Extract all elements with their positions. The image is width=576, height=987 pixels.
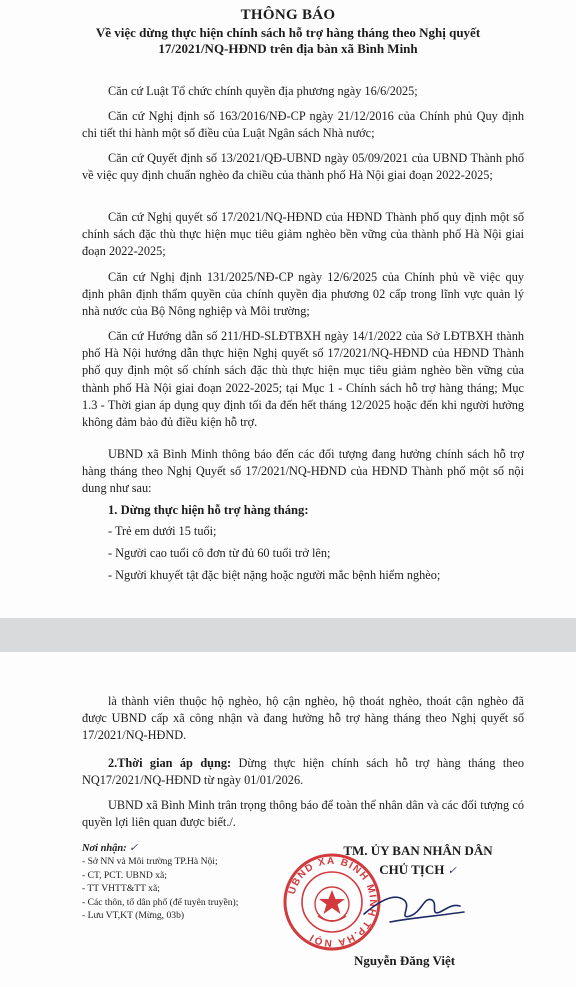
handwritten-signature-icon <box>360 882 470 932</box>
recipients-block <box>82 842 238 922</box>
legal-basis-3: Căn cứ Quyết định số 13/2021/QĐ-UBND ngày 05/09/2021 của UBND Thành phố về việc quy định chuẩn nghèo đa chiều của thành phố Hà Nội giai đoạn 2022-2025; <box>82 151 524 183</box>
section1-item: - Người khuyết tật đặc biệt nặng hoặc người mắc bệnh hiểm nghèo; <box>108 568 441 582</box>
document-title: THÔNG BÁO <box>240 7 336 23</box>
section1-item: - Trẻ em dưới 15 tuổi; <box>108 524 217 538</box>
svg-text:UBND XÃ BÌNH MINH TP.HÀ NỘI: UBND XÃ BÌNH MINH TP.HÀ NỘI <box>286 855 379 949</box>
recipient-item: - Lưu VT,KT (Mừng, 03b) <box>82 910 185 922</box>
legal-basis-4: Căn cứ Nghị quyết số 17/2021/NQ-HĐND của HĐND Thành phố quy định một số chính sách đặc thù thực hiện mục tiêu giảm nghèo bền vững của thành phố Hà Nội giai đoạn 2022-2025; <box>82 210 524 259</box>
recipient-item: - Sở NN và Môi trường TP.Hà Nội; <box>82 856 218 868</box>
initial-mark-icon: ✓ <box>128 842 139 854</box>
initial-mark-icon: ✓ <box>447 865 457 877</box>
section2-label: 2.Thời gian áp dụng: <box>108 756 232 770</box>
legal-basis-1: Căn cứ Luật Tổ chức chính quyền địa phương ngày 16/6/2025; <box>108 84 418 98</box>
continuation-paragraph: là thành viên thuộc hộ nghèo, hộ cận nghèo, hộ thoát nghèo, thoát cận nghèo đã được UBND cấp xã công nhận và đang hưởng hỗ trợ hàng tháng theo Nghị quyết số 17/2021/NQ-HĐND. <box>82 694 524 743</box>
section1-item: - Người cao tuổi cô đơn từ đủ 60 tuổi trở lên; <box>108 546 331 560</box>
recipient-item: - TT VHTT&TT xã; <box>82 883 160 895</box>
legal-basis-5: Căn cứ Nghị định 131/2025/NĐ-CP ngày 12/6/2025 của Chính phủ về việc quy định phân định thẩm quyền của chính quyền địa phương 02 cấp trong lĩnh vực quản lý nhà nước của Bộ Nông nghiệp và Môi trường; <box>82 270 524 319</box>
legal-basis-2: Căn cứ Nghị định số 163/2016/NĐ-CP ngày 21/12/2016 của Chính phủ Quy định chi tiết thi hành một số điều của Luật Ngân sách Nhà nước; <box>82 109 524 141</box>
page-gap <box>0 618 576 652</box>
signature-org-title: TM. ỦY BAN NHÂN DÂN <box>343 843 493 858</box>
closing-paragraph: UBND xã Bình Minh trân trọng thông báo để toàn thể nhân dân và các đối tượng có quyền lợi liên quan được biết./. <box>82 798 524 830</box>
recipient-item: - CT, PCT. UBND xã; <box>82 869 167 881</box>
document-subtitle-line2: 17/2021/NQ-HĐND trên địa bàn xã Bình Minh <box>158 41 418 56</box>
section2-text: Dừng thực hiện chính sách hỗ trợ hàng tháng theo NQ17/2021/NQ-HĐND từ ngày 01/01/2026. <box>82 756 524 788</box>
recipients-label: Nơi nhận: <box>82 843 127 854</box>
signer-name: Nguyễn Đăng Việt <box>354 953 456 968</box>
section2-paragraph <box>82 755 524 789</box>
recipient-item: - Các thôn, tổ dân phố (để tuyên truyền); <box>82 896 239 908</box>
section1-heading: 1. Dừng thực hiện hỗ trợ hàng tháng: <box>108 503 309 517</box>
document-subtitle-line1: Về việc dừng thực hiện chính sách hỗ trợ hàng tháng theo Nghị quyết <box>95 25 481 40</box>
signature-position-title: CHỦ TỊCH ✓ <box>379 862 457 877</box>
legal-basis-6: Căn cứ Hướng dẫn số 211/HD-SLĐTBXH ngày 14/1/2022 của Sở LĐTBXH thành phố Hà Nội hướng dẫn thực hiện Nghị quyết số 17/2021/NQ-HĐND của HĐND Thành phố quy định một số chính sách đặc thù thực hiện mục tiêu giảm nghèo bền vững của thành phố Hà Nội giai đoạn 2022-2025; tại Mục 1 - Chính sách hỗ trợ hàng tháng; Mục 1.3 - Thời gian áp dụng quy định tối đa đến hết tháng 12/2025 hoặc đến khi người hưởng không đảm bảo đủ điều kiện hỗ trợ. <box>82 329 524 430</box>
intro-paragraph: UBND xã Bình Minh thông báo đến các đối tượng đang hưởng chính sách hỗ trợ hàng tháng theo Nghị Quyết số 17/2021/NQ-HĐND của HĐND Thành phố một số nội dung như sau: <box>82 447 524 496</box>
